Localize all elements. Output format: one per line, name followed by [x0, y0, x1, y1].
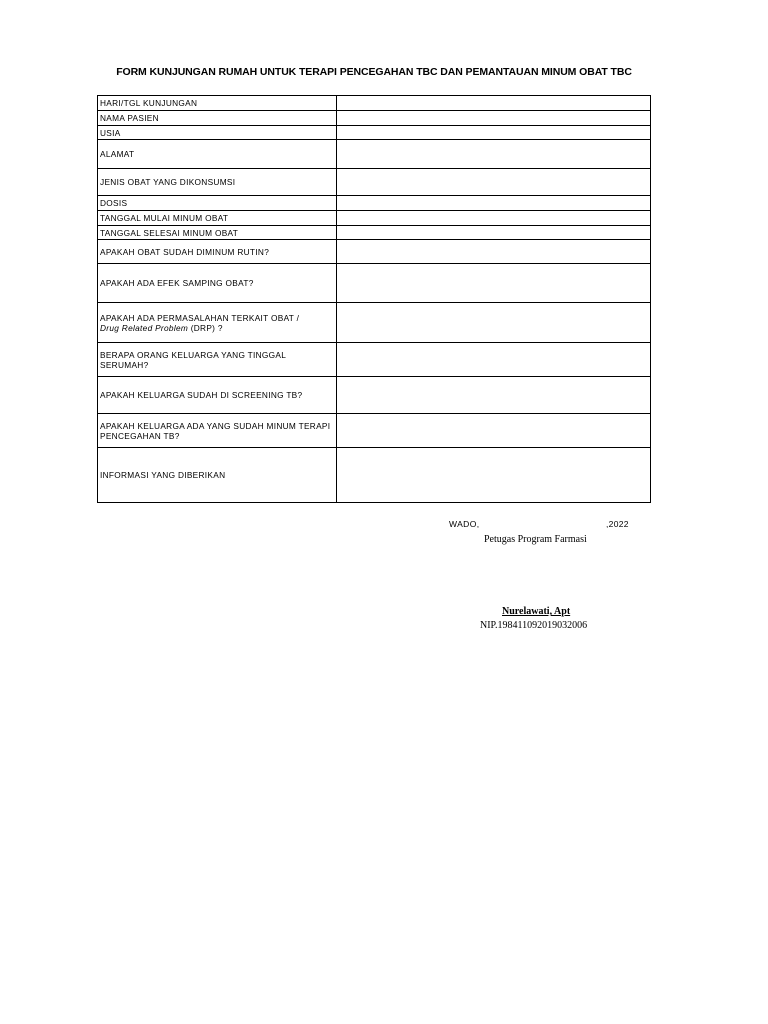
row-label: INFORMASI YANG DIBERIKAN: [98, 448, 337, 503]
row-label: ALAMAT: [98, 140, 337, 169]
row-value-field[interactable]: [337, 226, 651, 240]
row-value-field[interactable]: [337, 240, 651, 264]
row-value-field[interactable]: [337, 126, 651, 140]
row-label: USIA: [98, 126, 337, 140]
signer-name: Nurelawati, Apt: [502, 606, 571, 617]
form-row: [98, 226, 651, 240]
form-row: [98, 111, 651, 126]
form-title: FORM KUNJUNGAN RUMAH UNTUK TERAPI PENCEGAHAN TBC DAN PEMANTAUAN MINUM OBAT TBC: [116, 66, 632, 78]
form-row: [98, 303, 651, 343]
form-row: [98, 96, 651, 111]
signature-year: ,2022: [606, 519, 629, 529]
row-label: JENIS OBAT YANG DIKONSUMSI: [98, 169, 337, 196]
row-label: BERAPA ORANG KELUARGA YANG TINGGAL SERUMAH?: [98, 343, 337, 377]
row-value-field[interactable]: [337, 264, 651, 303]
row-label-drp: [98, 303, 337, 343]
row-value-field[interactable]: [337, 140, 651, 169]
row-label: DOSIS: [98, 196, 337, 211]
signature-role: Petugas Program Farmasi: [484, 534, 587, 545]
form-row: [98, 448, 651, 503]
row-label-suffix: (DRP) ?: [188, 322, 223, 333]
row-label: HARI/TGL KUNJUNGAN: [98, 96, 337, 111]
row-value-field[interactable]: [337, 196, 651, 211]
row-value-field[interactable]: [337, 448, 651, 503]
row-value-field[interactable]: [337, 169, 651, 196]
form-row: [98, 343, 651, 377]
row-label: NAMA PASIEN: [98, 111, 337, 126]
row-value-field[interactable]: [337, 343, 651, 377]
form-row: [98, 169, 651, 196]
form-table: [97, 95, 651, 503]
row-value-field[interactable]: [337, 377, 651, 414]
row-label: APAKAH ADA EFEK SAMPING OBAT?: [98, 264, 337, 303]
row-value-field[interactable]: [337, 211, 651, 226]
row-label: TANGGAL SELESAI MINUM OBAT: [98, 226, 337, 240]
row-label-italic: Drug Related Problem: [100, 322, 189, 333]
row-label: APAKAH KELUARGA SUDAH DI SCREENING TB?: [98, 377, 337, 414]
form-row: [98, 211, 651, 226]
row-label-line1: APAKAH ADA PERMASALAHAN TERKAIT OBAT /: [100, 312, 300, 323]
form-row: [98, 240, 651, 264]
row-label: TANGGAL MULAI MINUM OBAT: [98, 211, 337, 226]
form-row: [98, 377, 651, 414]
row-value-field[interactable]: [337, 303, 651, 343]
signer-nip: NIP.198411092019032006: [480, 620, 588, 631]
row-value-field[interactable]: [337, 111, 651, 126]
form-row: [98, 140, 651, 169]
signature-place: WADO,: [449, 519, 480, 529]
row-value-field[interactable]: [337, 414, 651, 448]
form-row: [98, 126, 651, 140]
row-label: APAKAH OBAT SUDAH DIMINUM RUTIN?: [98, 240, 337, 264]
form-row: [98, 264, 651, 303]
row-value-field[interactable]: [337, 96, 651, 111]
row-label: APAKAH KELUARGA ADA YANG SUDAH MINUM TERAPI PENCEGAHAN TB?: [98, 414, 337, 448]
form-row: [98, 414, 651, 448]
form-row: [98, 196, 651, 211]
